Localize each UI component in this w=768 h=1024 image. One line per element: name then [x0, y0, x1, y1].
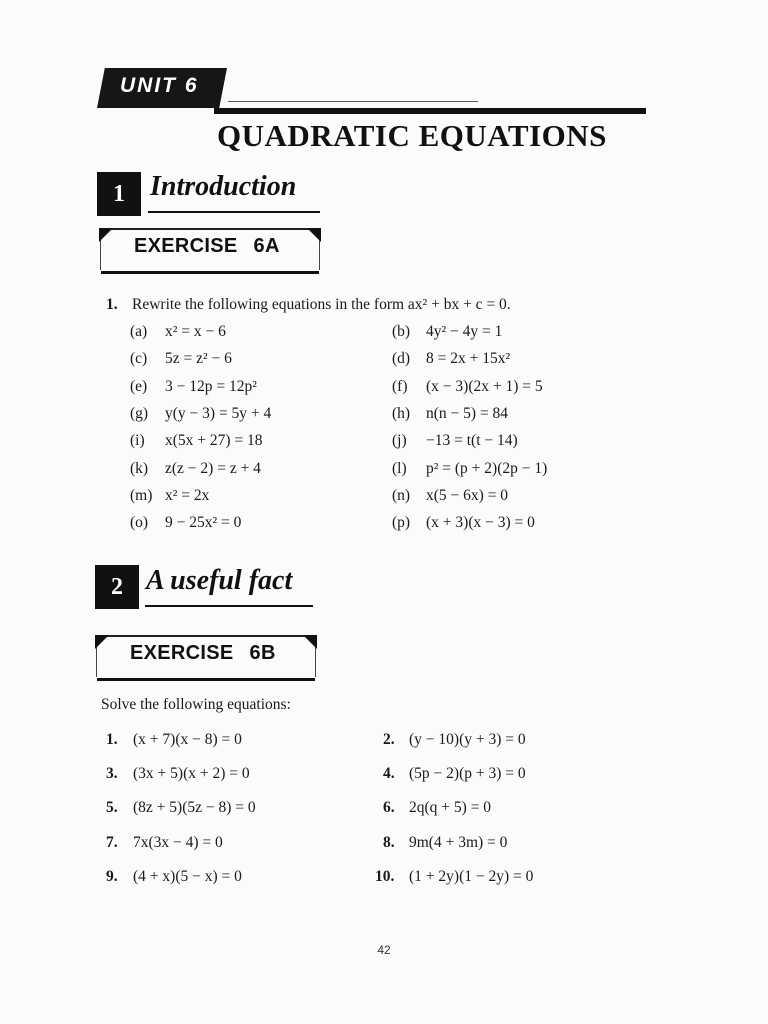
- part-equation: (x − 3)(2x + 1) = 5: [426, 378, 543, 395]
- item-number: 7.: [106, 834, 118, 851]
- part-equation: y(y − 3) = 5y + 4: [165, 405, 272, 422]
- exercise-code: 6B: [249, 642, 276, 664]
- item-number: 10.: [375, 868, 395, 885]
- exercise-label: [130, 642, 276, 665]
- item-number: 4.: [383, 765, 395, 782]
- item-equation: 2q(q + 5) = 0: [409, 799, 492, 816]
- part-equation: z(z − 2) = z + 4: [165, 460, 261, 477]
- section-underline: [145, 605, 313, 607]
- part-label: (o): [130, 514, 149, 531]
- question-number: 1.: [106, 296, 118, 313]
- part-label: (l): [392, 460, 407, 477]
- page-title: QUADRATIC EQUATIONS: [217, 118, 607, 153]
- unit-rule-thick: [214, 108, 646, 114]
- corner-mark: [303, 635, 317, 649]
- item-equation: (x + 7)(x − 8) = 0: [133, 731, 242, 748]
- item-equation: 9m(4 + 3m) = 0: [409, 834, 508, 851]
- corner-mark: [95, 635, 109, 649]
- exercise-word: EXERCISE: [130, 642, 234, 664]
- item-number: 1.: [106, 731, 118, 748]
- item-number: 6.: [383, 799, 395, 816]
- section-title: Introduction: [150, 171, 297, 202]
- item-equation: (1 + 2y)(1 − 2y) = 0: [409, 868, 534, 885]
- item-number: 8.: [383, 834, 395, 851]
- item-equation: (3x + 5)(x + 2) = 0: [133, 765, 250, 782]
- part-label: (h): [392, 405, 411, 422]
- item-number: 9.: [106, 868, 118, 885]
- exercise-header-rule: [97, 678, 315, 681]
- exercise-label: [134, 235, 280, 258]
- exercise-header-box: [96, 635, 316, 677]
- page-number: 42: [377, 943, 391, 957]
- part-label: (p): [392, 514, 411, 531]
- part-equation: −13 = t(t − 14): [426, 432, 518, 449]
- part-equation: 4y² − 4y = 1: [426, 323, 503, 340]
- exercise-header-rule: [101, 271, 319, 274]
- part-label: (n): [392, 487, 411, 504]
- part-equation: 3 − 12p = 12p²: [165, 378, 257, 395]
- exercise-instruction: Solve the following equations:: [101, 696, 291, 713]
- part-equation: 5z = z² − 6: [165, 350, 232, 367]
- section-title: A useful fact: [146, 565, 293, 596]
- part-label: (b): [392, 323, 411, 340]
- question-prompt: Rewrite the following equations in the form ax² + bx + c = 0.: [132, 296, 511, 313]
- part-equation: n(n − 5) = 84: [426, 405, 509, 422]
- part-equation: x(5x + 27) = 18: [165, 432, 263, 449]
- section-underline: [148, 211, 320, 213]
- item-equation: (8z + 5)(5z − 8) = 0: [133, 799, 256, 816]
- part-label: (k): [130, 460, 149, 477]
- corner-mark: [99, 228, 113, 242]
- part-label: (j): [392, 432, 407, 449]
- unit-rule-thin: [228, 101, 478, 102]
- part-equation: x² = 2x: [165, 487, 210, 504]
- item-equation: 7x(3x − 4) = 0: [133, 834, 223, 851]
- part-equation: p² = (p + 2)(2p − 1): [426, 460, 548, 477]
- item-number: 2.: [383, 731, 395, 748]
- corner-mark: [307, 228, 321, 242]
- part-label: (f): [392, 378, 408, 395]
- section-number-box: 2: [95, 565, 139, 609]
- part-label: (i): [130, 432, 145, 449]
- item-equation: (5p − 2)(p + 3) = 0: [409, 765, 526, 782]
- item-number: 3.: [106, 765, 118, 782]
- part-equation: 9 − 25x² = 0: [165, 514, 242, 531]
- part-label: (m): [130, 487, 153, 504]
- item-number: 5.: [106, 799, 118, 816]
- part-equation: x(5 − 6x) = 0: [426, 487, 509, 504]
- part-label: (e): [130, 378, 148, 395]
- part-label: (d): [392, 350, 411, 367]
- unit-label: UNIT 6: [120, 74, 199, 97]
- item-equation: (y − 10)(y + 3) = 0: [409, 731, 526, 748]
- part-label: (c): [130, 350, 148, 367]
- part-label: (g): [130, 405, 149, 422]
- part-equation: 8 = 2x + 15x²: [426, 350, 511, 367]
- part-equation: x² = x − 6: [165, 323, 226, 340]
- exercise-code: 6A: [253, 235, 280, 257]
- exercise-word: EXERCISE: [134, 235, 238, 257]
- exercise-header-box: [100, 228, 320, 270]
- part-equation: (x + 3)(x − 3) = 0: [426, 514, 535, 531]
- part-label: (a): [130, 323, 148, 340]
- item-equation: (4 + x)(5 − x) = 0: [133, 868, 242, 885]
- section-number-box: 1: [97, 172, 141, 216]
